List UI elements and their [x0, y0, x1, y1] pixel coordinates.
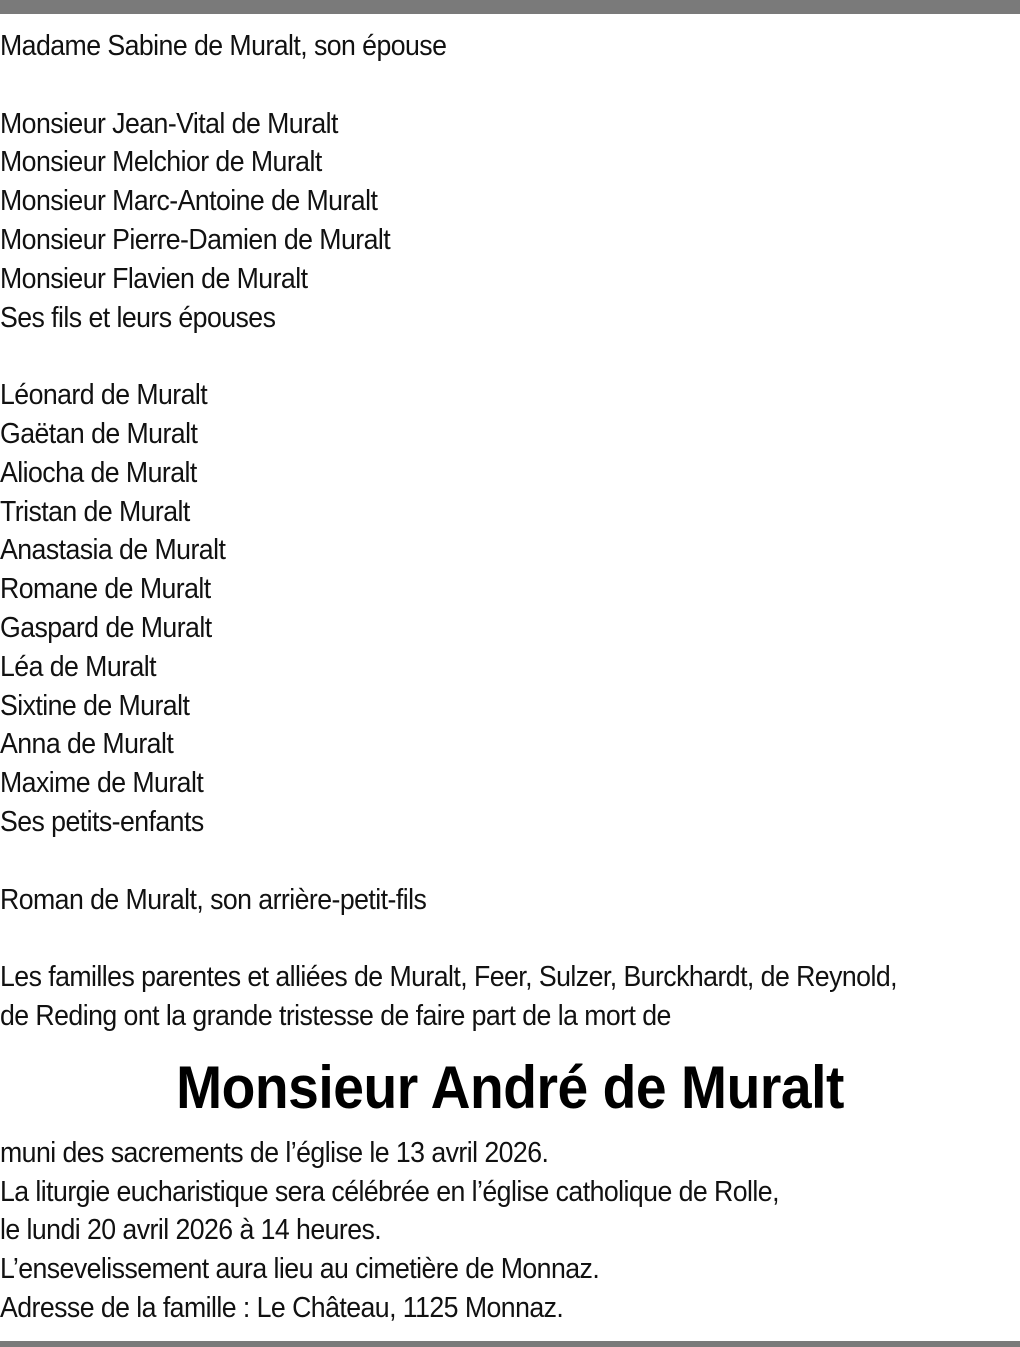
grandchild-name: Aliocha de Muralt: [0, 456, 197, 489]
detail-line: le lundi 20 avril 2026 à 14 heures.: [0, 1214, 382, 1247]
son-name: Monsieur Flavien de Muralt: [0, 262, 308, 295]
grandchild-name: Anna de Muralt: [0, 728, 174, 761]
son-name: Monsieur Melchior de Muralt: [0, 146, 322, 179]
detail-line: L’ensevelissement aura lieu au cimetière de Monnaz.: [0, 1253, 600, 1286]
grandchild-name: Gaëtan de Muralt: [0, 417, 198, 450]
families-line: Les familles parentes et alliées de Muralt, Feer, Sulzer, Burckhardt, de Reynold,: [0, 961, 897, 994]
detail-line: muni des sacrements de l’église le 13 avril 2026.: [0, 1136, 549, 1169]
spouse-line: Madame Sabine de Muralt, son épouse: [0, 30, 447, 62]
deceased-name-heading: Monsieur André de Muralt: [176, 1053, 844, 1121]
great-grandson-line: Roman de Muralt, son arrière-petit-fils: [0, 883, 427, 916]
bottom-rule: [0, 1341, 1020, 1347]
families-line: de Reding ont la grande tristesse de faire part de la mort de: [0, 999, 671, 1032]
grandchild-name: Anastasia de Muralt: [0, 534, 226, 567]
grandchild-name: Léa de Muralt: [0, 650, 156, 683]
grandchildren-list: [0, 376, 1020, 842]
grandchild-name: Gaspard de Muralt: [0, 611, 212, 644]
detail-line: Adresse de la famille : Le Château, 1125 Monnaz.: [0, 1291, 564, 1324]
grandchildren-caption: Ses petits-enfants: [0, 805, 204, 838]
grandchild-name: Sixtine de Muralt: [0, 689, 190, 722]
sons-list: [0, 105, 1020, 338]
families-announcement: [0, 958, 1020, 1036]
grandchild-name: Maxime de Muralt: [0, 767, 204, 800]
son-name: Monsieur Marc-Antoine de Muralt: [0, 185, 378, 218]
detail-line: La liturgie eucharistique sera célébrée en l’église catholique de Rolle,: [0, 1175, 779, 1208]
funeral-details: [0, 1134, 1020, 1328]
obituary-notice: [0, 27, 1020, 1328]
grandchild-name: Léonard de Muralt: [0, 379, 208, 412]
top-rule: [0, 0, 1020, 14]
sons-caption: Ses fils et leurs épouses: [0, 301, 276, 334]
grandchild-name: Tristan de Muralt: [0, 495, 190, 528]
son-name: Monsieur Jean-Vital de Muralt: [0, 107, 338, 140]
grandchild-name: Romane de Muralt: [0, 573, 211, 606]
son-name: Monsieur Pierre-Damien de Muralt: [0, 223, 391, 256]
